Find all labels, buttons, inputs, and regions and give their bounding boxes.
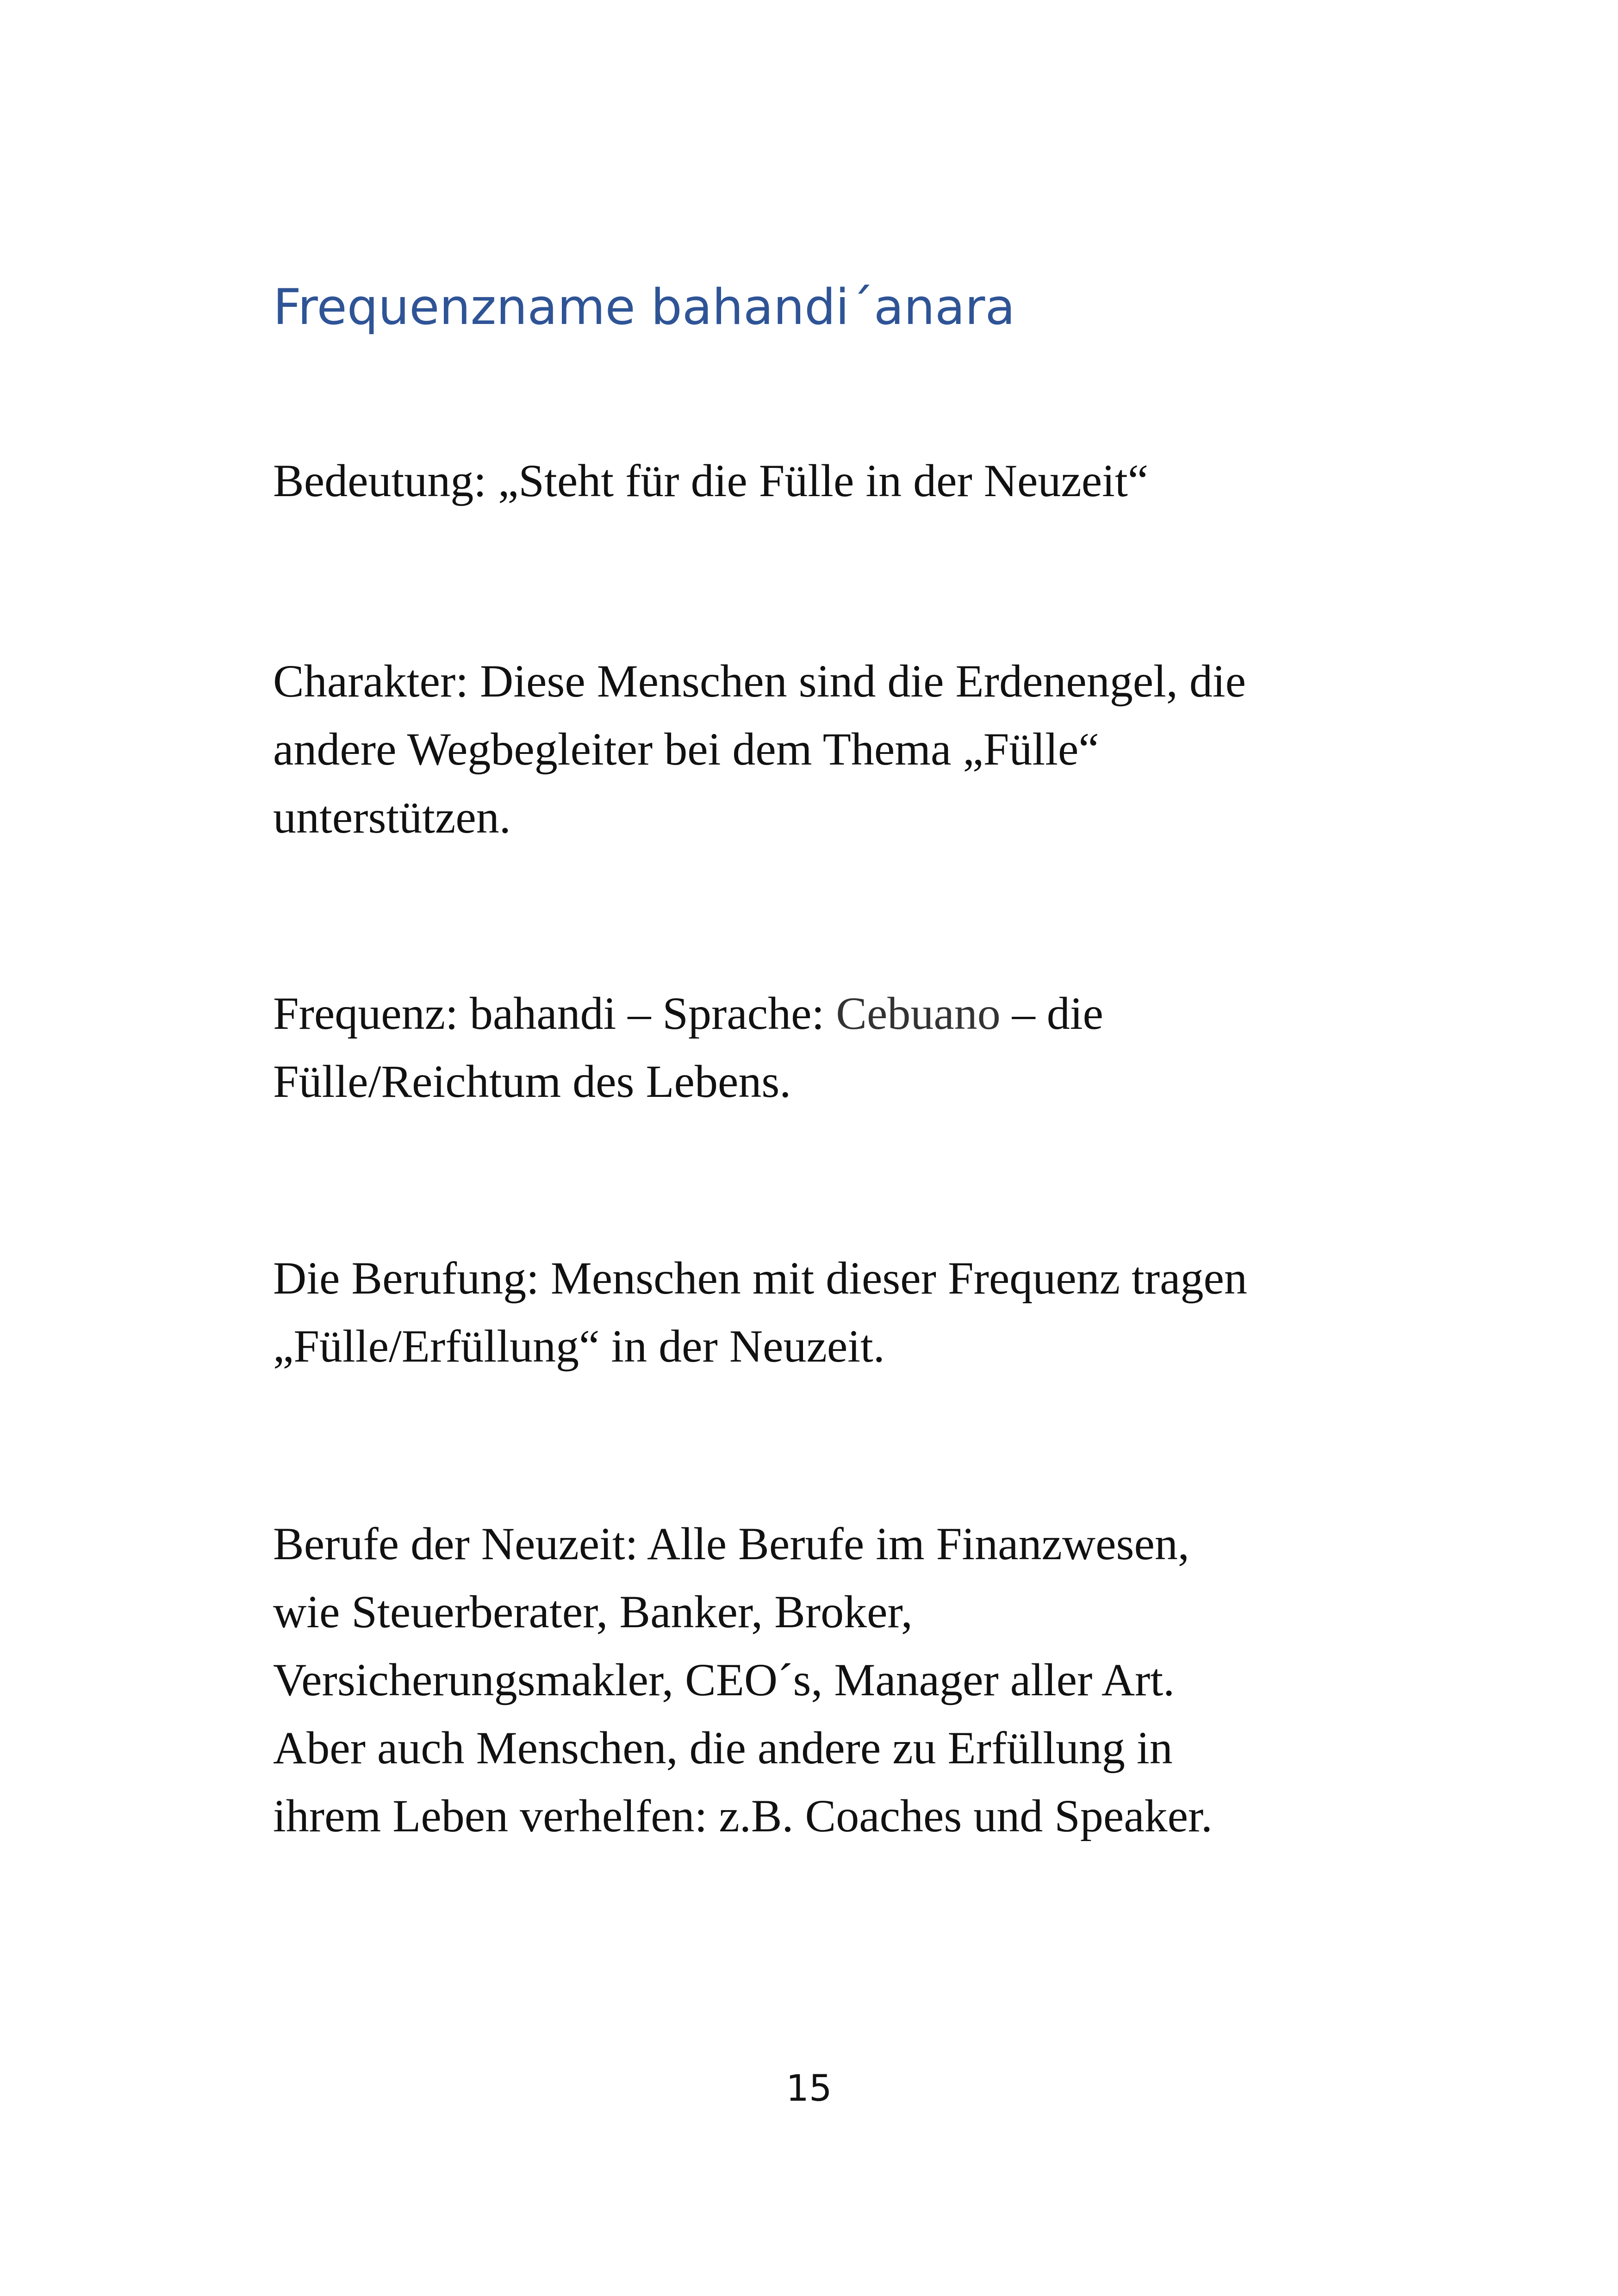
paragraph-line: wie Steuerberater, Banker, Broker, [273, 1586, 913, 1637]
paragraph-berufung [273, 1244, 1384, 1380]
paragraph-line: andere Wegbegleiter bei dem Thema „Fülle“ [273, 723, 1099, 775]
paragraph-line: ihrem Leben verhelfen: z.B. Coaches und Speaker. [273, 1790, 1213, 1842]
page-heading: Frequenzname bahandi´anara [273, 279, 1015, 336]
paragraph-line: Versicherungsmakler, CEO´s, Manager aller Art. [273, 1654, 1175, 1705]
paragraph-line [273, 979, 1384, 1047]
paragraph-bedeutung [273, 447, 1384, 515]
paragraph-line: Die Berufung: Menschen mit dieser Frequenz tragen [273, 1252, 1247, 1304]
paragraph-line: Fülle/Reichtum des Lebens. [273, 1056, 791, 1107]
frequenz-text: Frequenz: bahandi – Sprache: [273, 988, 836, 1039]
paragraph-line: Aber auch Menschen, die andere zu Erfüllung in [273, 1722, 1173, 1773]
paragraph-line: Charakter: Diese Menschen sind die Erdenengel, die [273, 655, 1246, 707]
paragraph-frequenz [273, 979, 1384, 1115]
page-number: 15 [786, 2068, 832, 2109]
paragraph-line: unterstützen. [273, 791, 511, 843]
paragraph-berufe [273, 1510, 1384, 1850]
paragraph-line: „Fülle/Erfüllung“ in der Neuzeit. [273, 1320, 885, 1372]
paragraph-charakter [273, 647, 1384, 851]
paragraph-line: Bedeutung: „Steht für die Fülle in der Neuzeit“ [273, 455, 1149, 506]
frequenz-text-end: – die [1000, 988, 1103, 1039]
paragraph-line: Berufe der Neuzeit: Alle Berufe im Finanzwesen, [273, 1518, 1189, 1569]
language-name: Cebuano [836, 988, 1001, 1039]
